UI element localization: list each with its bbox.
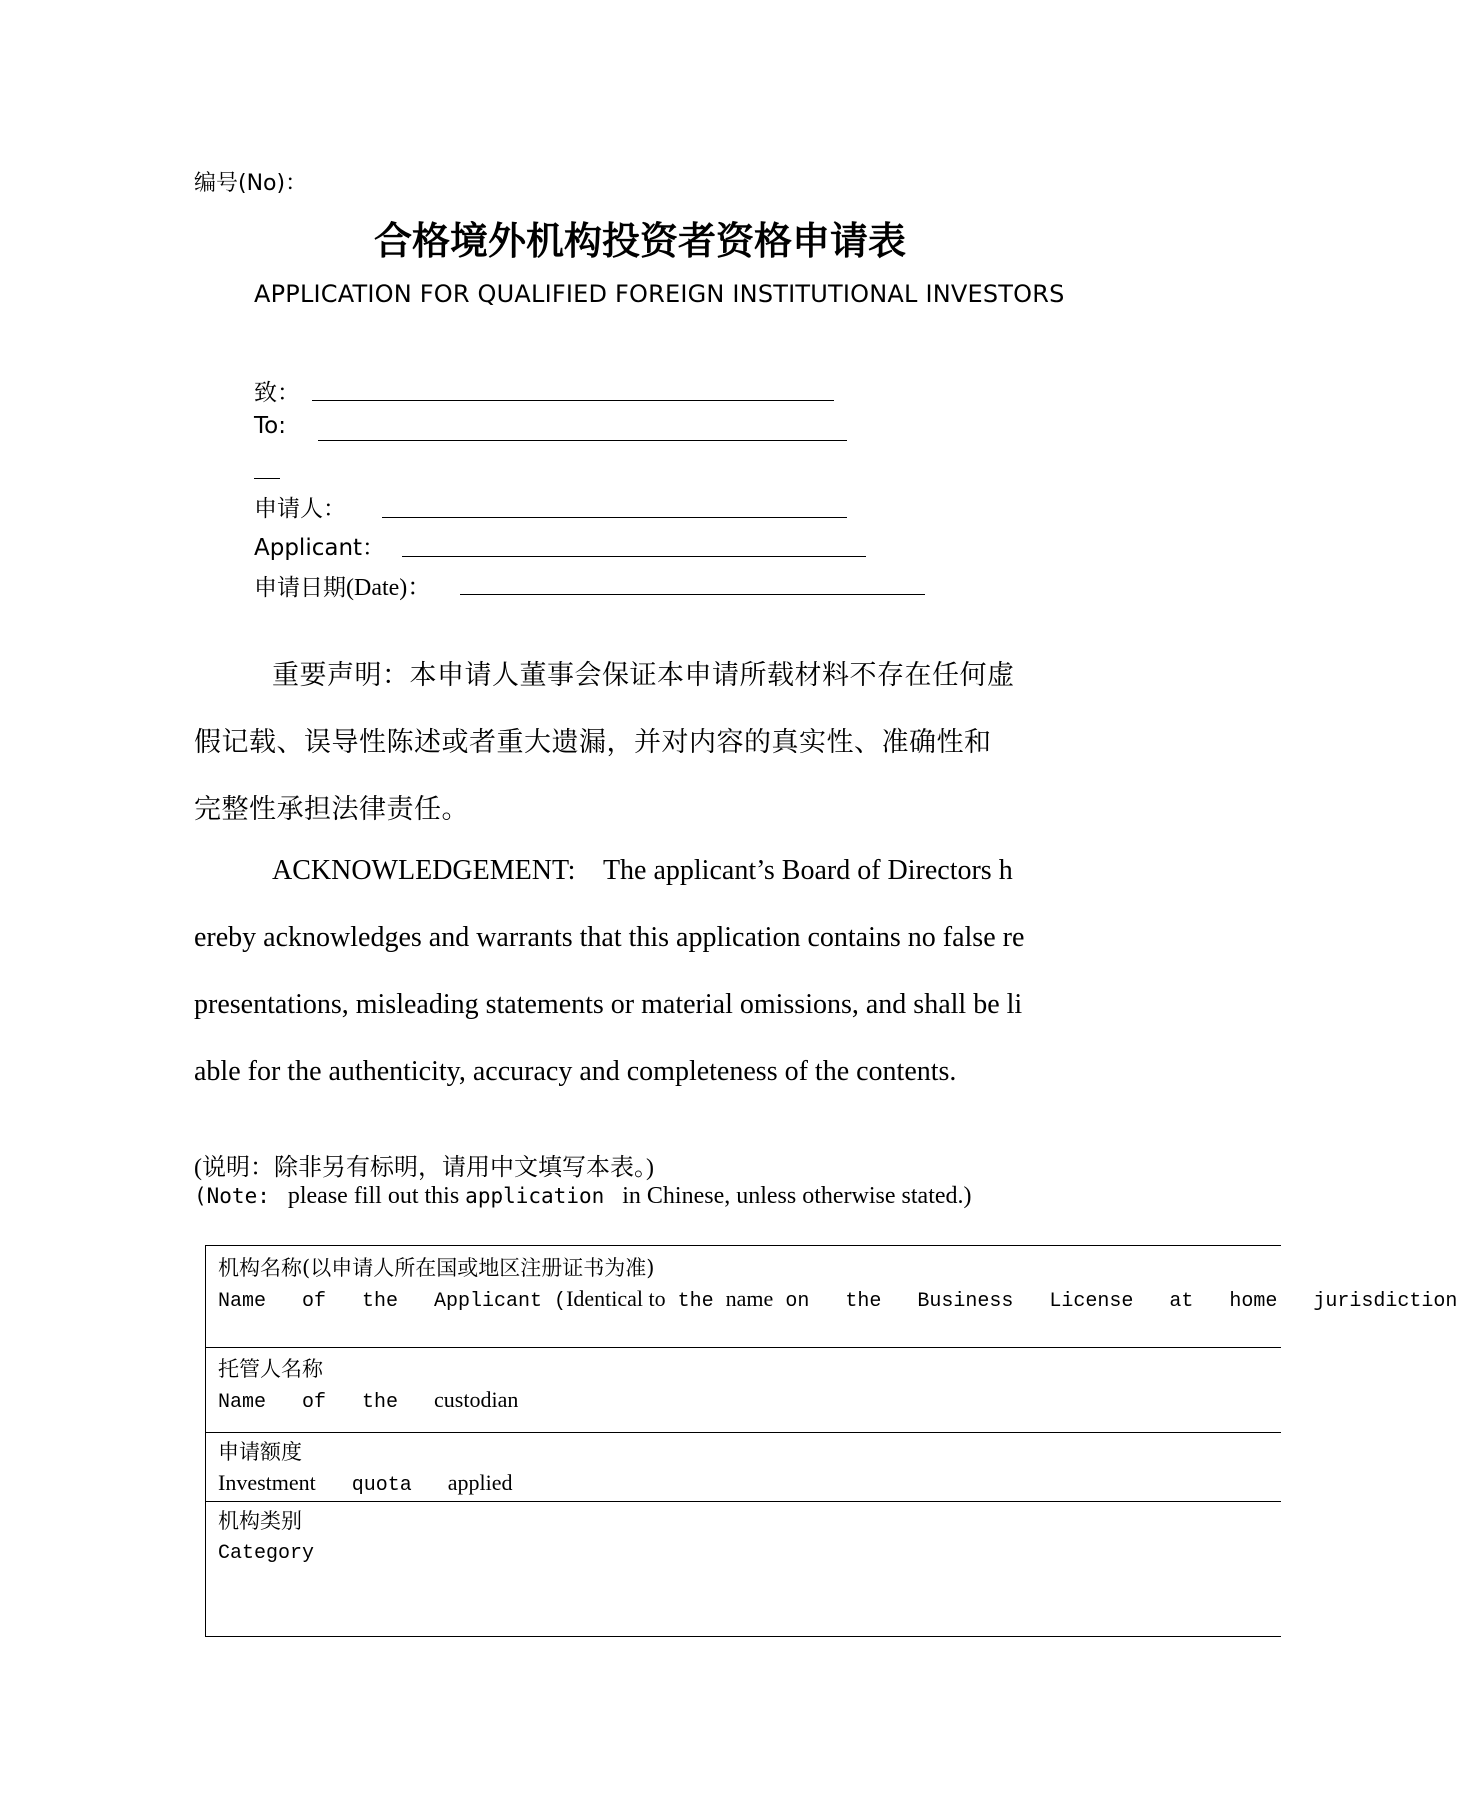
applicant-name-en-d: name xyxy=(725,1286,774,1311)
application-date-label xyxy=(254,567,431,602)
applicant-name-label-en xyxy=(218,1286,1457,1313)
quota-en-c: applied xyxy=(447,1470,513,1495)
acknowledgement-en-line-3: presentations, misleading statements or material omissions, and shall be li xyxy=(194,989,1023,1020)
quota-label-cn: 申请额度 xyxy=(218,1440,302,1464)
form-title-chinese: 合格境外机构投资者资格申请表 xyxy=(373,218,906,263)
note-cn: (说明：除非另有标明，请用中文填写本表。) xyxy=(194,1155,654,1181)
note-en-part2: in Chinese, unless otherwise stated.) xyxy=(622,1183,972,1209)
declaration-cn-line-1: 重要声明：本申请人董事会保证本申请所载材料不存在任何虚 xyxy=(272,660,1015,691)
applicant-name-en-c: the xyxy=(665,1290,726,1313)
applicant-label-cn: 申请人： xyxy=(254,496,346,522)
category-label-cn: 机构类别 xyxy=(218,1509,302,1533)
quota-en-a: Investment xyxy=(218,1470,316,1495)
custodian-label-cn: 托管人名称 xyxy=(218,1357,323,1381)
declaration-cn-line-3: 完整性承担法律责任。 xyxy=(194,794,469,825)
acknowledgement-en-line-4: able for the authenticity, accuracy and completeness of the contents. xyxy=(194,1056,957,1087)
table-row-quota[interactable] xyxy=(206,1432,1281,1502)
applicant-name-en-e: on the Business License at home jurisdiction xyxy=(773,1290,1457,1313)
custodian-en-a: Name of the xyxy=(218,1391,435,1414)
line-continuation-mark xyxy=(254,478,280,479)
note-en-part1: please fill out this xyxy=(287,1183,460,1209)
custodian-label-en xyxy=(218,1387,518,1414)
applicant-name-en-b: Identical to xyxy=(566,1286,666,1311)
to-label-cn: 致： xyxy=(254,380,300,406)
applicant-blank-line-en[interactable] xyxy=(402,556,866,557)
note-en-prefix: (Note: xyxy=(194,1184,270,1208)
date-blank-line[interactable] xyxy=(460,594,925,595)
applicant-label-en: Applicant： xyxy=(254,535,386,561)
form-title-english: APPLICATION FOR QUALIFIED FOREIGN INSTITUTIONAL INVESTORS xyxy=(254,280,1065,308)
note-en xyxy=(194,1183,972,1210)
note-en-mono: application xyxy=(465,1184,605,1208)
applicant-name-label-cn: 机构名称(以申请人所在国或地区注册证书为准) xyxy=(218,1256,655,1280)
declaration-cn-line-2: 假记载、误导性陈述或者重大遗漏，并对内容的真实性、准确性和 xyxy=(194,727,992,758)
quota-en-b: quota xyxy=(315,1474,448,1497)
to-blank-line-en[interactable] xyxy=(318,440,847,441)
table-row-category[interactable] xyxy=(206,1501,1281,1636)
date-label-en: (Date)： xyxy=(346,575,432,601)
date-label-cn: 申请日期 xyxy=(254,575,346,601)
table-row-custodian[interactable] xyxy=(206,1347,1281,1433)
applicant-name-en-a: Name of the Applicant ( xyxy=(218,1290,567,1313)
document-number-label: 编号(No)： xyxy=(194,171,308,196)
table-row-applicant-name[interactable] xyxy=(206,1246,1457,1348)
applicant-blank-line[interactable] xyxy=(382,517,847,518)
category-en-a: Category xyxy=(218,1542,315,1565)
to-label-en: To: xyxy=(254,413,286,439)
acknowledgement-en-line-1: ACKNOWLEDGEMENT: The applicant’s Board of Directors h xyxy=(272,855,1013,886)
quota-label-en xyxy=(218,1470,513,1497)
custodian-en-b: custodian xyxy=(434,1387,519,1412)
category-label-en xyxy=(218,1539,314,1565)
to-blank-line[interactable] xyxy=(312,400,834,401)
acknowledgement-en-line-2: ereby acknowledges and warrants that this application contains no false re xyxy=(194,922,1025,953)
applicant-info-table xyxy=(205,1245,1457,1637)
